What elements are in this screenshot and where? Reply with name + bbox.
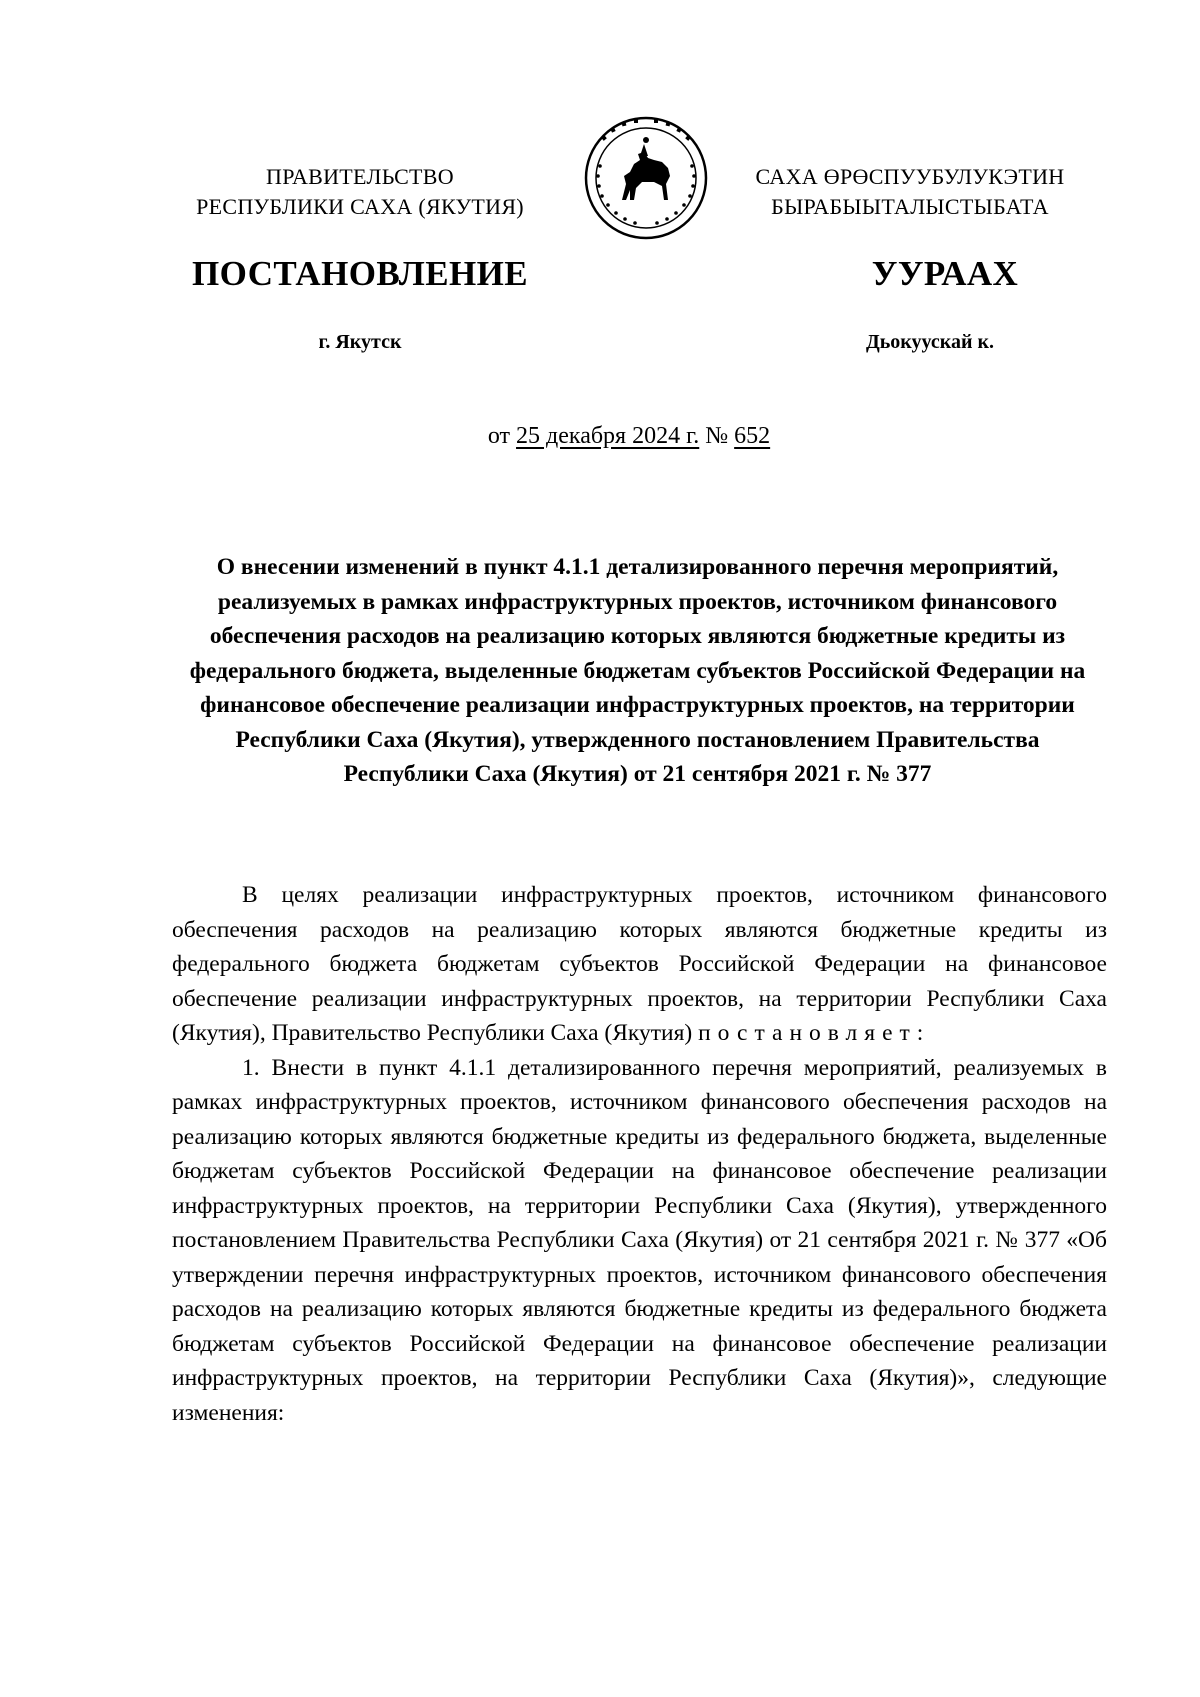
issuer-name-sah (720, 162, 1100, 222)
issuer-line: РЕСПУБЛИКИ САХА (ЯКУТИЯ) (196, 194, 524, 219)
yakutia-coat-of-arms-icon (578, 110, 714, 246)
issuer-name-ru (170, 162, 550, 222)
resolve-word: постановляет: (698, 1020, 931, 1046)
document-title: О внесении изменений в пункт 4.1.1 детализированного перечня мероприятий, реализуемых в рамках инфраструктурных проектов, источником финансового обеспечения расходов на реализацию которых являются бюджетные кредиты из федерального бюджета, выделенные бюджетам субъектов Российской Федерации на финансовое обеспечение реализации инфраструктурных проектов, на территории Республики Саха (Якутия), утвержденного постановлением Правительства Республики Саха (Якутия) от 21 сентября 2021 г. № 377 (189, 554, 1086, 787)
date-prefix: от (487, 423, 517, 449)
issuer-line: САХА ӨРӨСПУУБУЛУКЭТИН (755, 164, 1065, 189)
issuer-line: БЫРАБЫЫТАЛЫСТЫБАТА (771, 194, 1049, 219)
number-sign: № (699, 423, 735, 449)
city-ru: г. Якутск (318, 331, 402, 353)
document-type-sah: УУРААХ (871, 254, 1019, 293)
document-date: 25 декабря 2024 г. (516, 423, 700, 449)
paragraph-item-1: 1. Внести в пункт 4.1.1 детализированного перечня мероприятий, реализуемых в рамках инфраструктурных проектов, источником финансового обеспечения расходов на реализацию которых являются бюджетные кредиты из федерального бюджета, выделенные бюджетам субъектов Российской Федерации на финансовое обеспечение реализации инфраструктурных проектов, на территории Республики Саха (Якутия), утвержденного постановлением Правительства Республики Саха (Якутия) от 21 сентября 2021 г. № 377 «Об утверждении перечня инфраструктурных проектов, источником финансового обеспечения расходов на реализацию которых являются бюджетные кредиты из федерального бюджета бюджетам субъектов Российской Федерации на финансовое обеспечение реализации инфраструктурных проектов, на территории Республики Саха (Якутия)», следующие изменения: (172, 1054, 1107, 1426)
issuer-line: ПРАВИТЕЛЬСТВО (266, 164, 454, 189)
document-number: 652 (734, 423, 771, 449)
preamble-text: В целях реализации инфраструктурных проектов, источником финансового обеспечения расходов на реализацию которых являются бюджетные кредиты из федерального бюджета бюджетам субъектов Российской Федерации на финансовое обеспечение реализации инфраструктурных проектов, на территории Республики Саха (Якутия), Правительство Республики Саха (Якутия) (172, 882, 1107, 1046)
paragraph-preamble (172, 878, 1107, 1051)
document-body (172, 878, 1107, 1430)
city-sah: Дьокуускай к. (865, 331, 995, 353)
document-dateline (0, 420, 1200, 452)
document-type-ru: ПОСТАНОВЛЕНИЕ (192, 254, 528, 293)
